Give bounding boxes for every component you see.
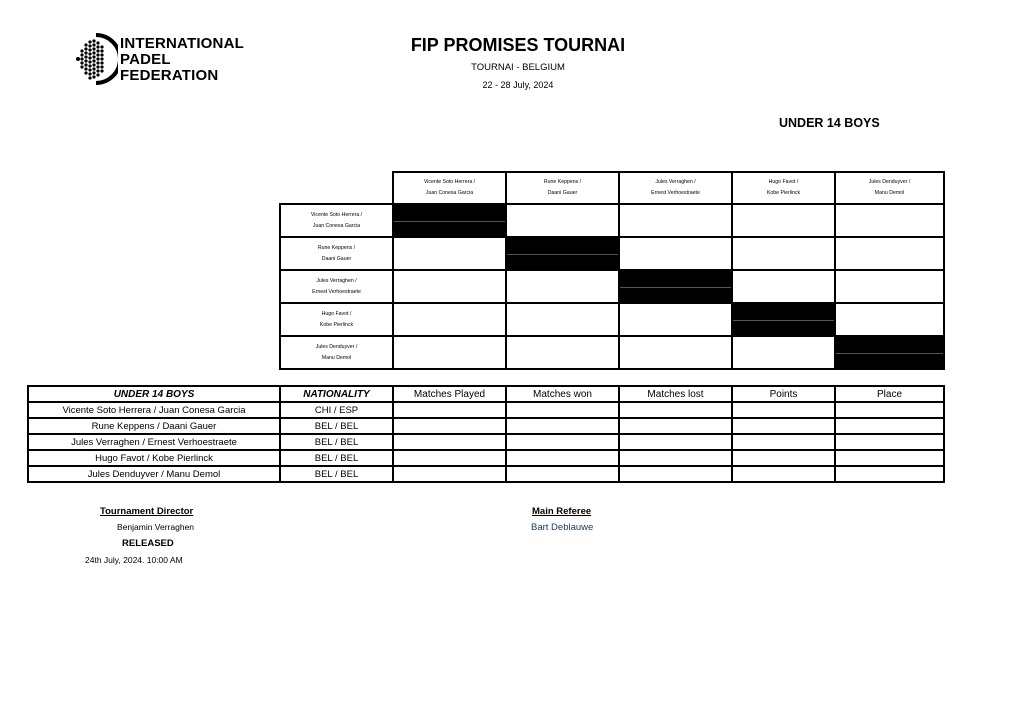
played-cell xyxy=(393,450,506,466)
grid-score-cell xyxy=(619,237,732,270)
grid-score-cell xyxy=(835,204,944,237)
grid-col-team-4: Hugo Favot / Kobe Pierlinck xyxy=(732,172,835,204)
lost-cell xyxy=(619,434,732,450)
grid-score-cell xyxy=(835,270,944,303)
won-cell xyxy=(506,466,619,482)
standings-header-nationality: NATIONALITY xyxy=(280,386,393,402)
table-row xyxy=(28,402,944,418)
tournament-dates: 22 - 28 July, 2024 xyxy=(482,80,554,90)
nationality-cell: BEL / BEL xyxy=(280,434,393,450)
grid-score-cell xyxy=(619,336,732,369)
main-referee-label: Main Referee xyxy=(532,506,592,517)
standings-header-lost: Matches lost xyxy=(619,386,732,402)
grid-score-cell xyxy=(732,270,835,303)
standings-header-played: Matches Played xyxy=(393,386,506,402)
grid-self-cell xyxy=(619,270,732,303)
place-cell xyxy=(835,402,944,418)
grid-row-label: Hugo Favot / Kobe Pierlinck xyxy=(280,303,393,336)
won-cell xyxy=(506,402,619,418)
grid-score-cell xyxy=(393,336,506,369)
place-cell xyxy=(835,466,944,482)
grid-self-cell xyxy=(393,204,506,237)
grid-score-cell xyxy=(732,204,835,237)
main-referee-name: Bart Deblauwe xyxy=(531,522,594,533)
place-cell xyxy=(835,418,944,434)
grid-score-cell xyxy=(835,303,944,336)
grid-row-team-2 xyxy=(280,237,944,270)
place-cell xyxy=(835,434,944,450)
played-cell xyxy=(393,434,506,450)
team-name-cell: Rune Keppens / Daani Gauer xyxy=(28,418,280,434)
grid-self-cell xyxy=(506,237,619,270)
standings-header-row xyxy=(28,386,944,402)
lost-cell xyxy=(619,466,732,482)
team-name-cell: Jules Verraghen / Ernest Verhoestraete xyxy=(28,434,280,450)
grid-row-team-3 xyxy=(280,270,944,303)
standings-header-points: Points xyxy=(732,386,835,402)
nationality-cell: CHI / ESP xyxy=(280,402,393,418)
nationality-cell: BEL / BEL xyxy=(280,450,393,466)
won-cell xyxy=(506,450,619,466)
released-label: RELEASED xyxy=(122,538,174,549)
played-cell xyxy=(393,418,506,434)
grid-score-cell xyxy=(835,237,944,270)
played-cell xyxy=(393,402,506,418)
org-name-line-2: PADEL xyxy=(120,51,171,68)
points-cell xyxy=(732,450,835,466)
standings-header-won: Matches won xyxy=(506,386,619,402)
grid-score-cell xyxy=(732,237,835,270)
team-name-cell: Vicente Soto Herrera / Juan Conesa Garcia xyxy=(28,402,280,418)
grid-score-cell xyxy=(619,303,732,336)
standings-header-place: Place xyxy=(835,386,944,402)
category-title: UNDER 14 BOYS xyxy=(779,116,880,130)
place-cell xyxy=(835,450,944,466)
lost-cell xyxy=(619,450,732,466)
won-cell xyxy=(506,434,619,450)
lost-cell xyxy=(619,402,732,418)
nationality-cell: BEL / BEL xyxy=(280,418,393,434)
grid-col-team-1: Vicente Soto Herrera / Juan Conesa Garcia xyxy=(393,172,506,204)
grid-col-team-3: Jules Verraghen / Ernest Verhoestraete xyxy=(619,172,732,204)
grid-score-cell xyxy=(619,204,732,237)
table-row xyxy=(28,450,944,466)
grid-col-team-5: Jules Denduyver / Manu Demol xyxy=(835,172,944,204)
table-row xyxy=(28,466,944,482)
points-cell xyxy=(732,434,835,450)
tournament-location: TOURNAI - BELGIUM xyxy=(471,62,565,73)
grid-col-team-2: Rune Keppens / Daani Gauer xyxy=(506,172,619,204)
grid-row-team-4 xyxy=(280,303,944,336)
nationality-cell: BEL / BEL xyxy=(280,466,393,482)
grid-corner xyxy=(280,172,393,204)
played-cell xyxy=(393,466,506,482)
grid-score-cell xyxy=(732,336,835,369)
tournament-title: FIP PROMISES TOURNAI xyxy=(410,35,626,55)
grid-header-row xyxy=(280,172,944,204)
grid-score-cell xyxy=(506,204,619,237)
team-name-cell: Hugo Favot / Kobe Pierlinck xyxy=(28,450,280,466)
org-name-line-3: FEDERATION xyxy=(120,67,219,84)
grid-row-team-5 xyxy=(280,336,944,369)
grid-row-label: Vicente Soto Herrera / Juan Conesa Garcia xyxy=(280,204,393,237)
released-date: 24th July, 2024. 10:00 AM xyxy=(85,555,183,565)
standings-header-team: UNDER 14 BOYS xyxy=(28,386,280,402)
tournament-director-name: Benjamin Verraghen xyxy=(117,522,195,532)
grid-score-cell xyxy=(393,303,506,336)
org-name-line-1: INTERNATIONAL xyxy=(120,35,244,52)
grid-score-cell xyxy=(506,336,619,369)
grid-self-cell xyxy=(732,303,835,336)
points-cell xyxy=(732,402,835,418)
points-cell xyxy=(732,466,835,482)
grid-self-cell xyxy=(835,336,944,369)
grid-score-cell xyxy=(393,237,506,270)
points-cell xyxy=(732,418,835,434)
grid-row-label: Jules Verraghen / Ernest Verhoestraete xyxy=(280,270,393,303)
lost-cell xyxy=(619,418,732,434)
grid-score-cell xyxy=(506,270,619,303)
tournament-director-label: Tournament Director xyxy=(100,506,194,517)
grid-row-label: Jules Denduyver / Manu Demol xyxy=(280,336,393,369)
grid-score-cell xyxy=(393,270,506,303)
won-cell xyxy=(506,418,619,434)
grid-row-team-1 xyxy=(280,204,944,237)
grid-score-cell xyxy=(506,303,619,336)
table-row xyxy=(28,434,944,450)
table-row xyxy=(28,418,944,434)
grid-row-label: Rune Keppens / Daani Gauer xyxy=(280,237,393,270)
team-name-cell: Jules Denduyver / Manu Demol xyxy=(28,466,280,482)
standings-table xyxy=(27,385,945,483)
round-robin-grid xyxy=(279,171,945,370)
